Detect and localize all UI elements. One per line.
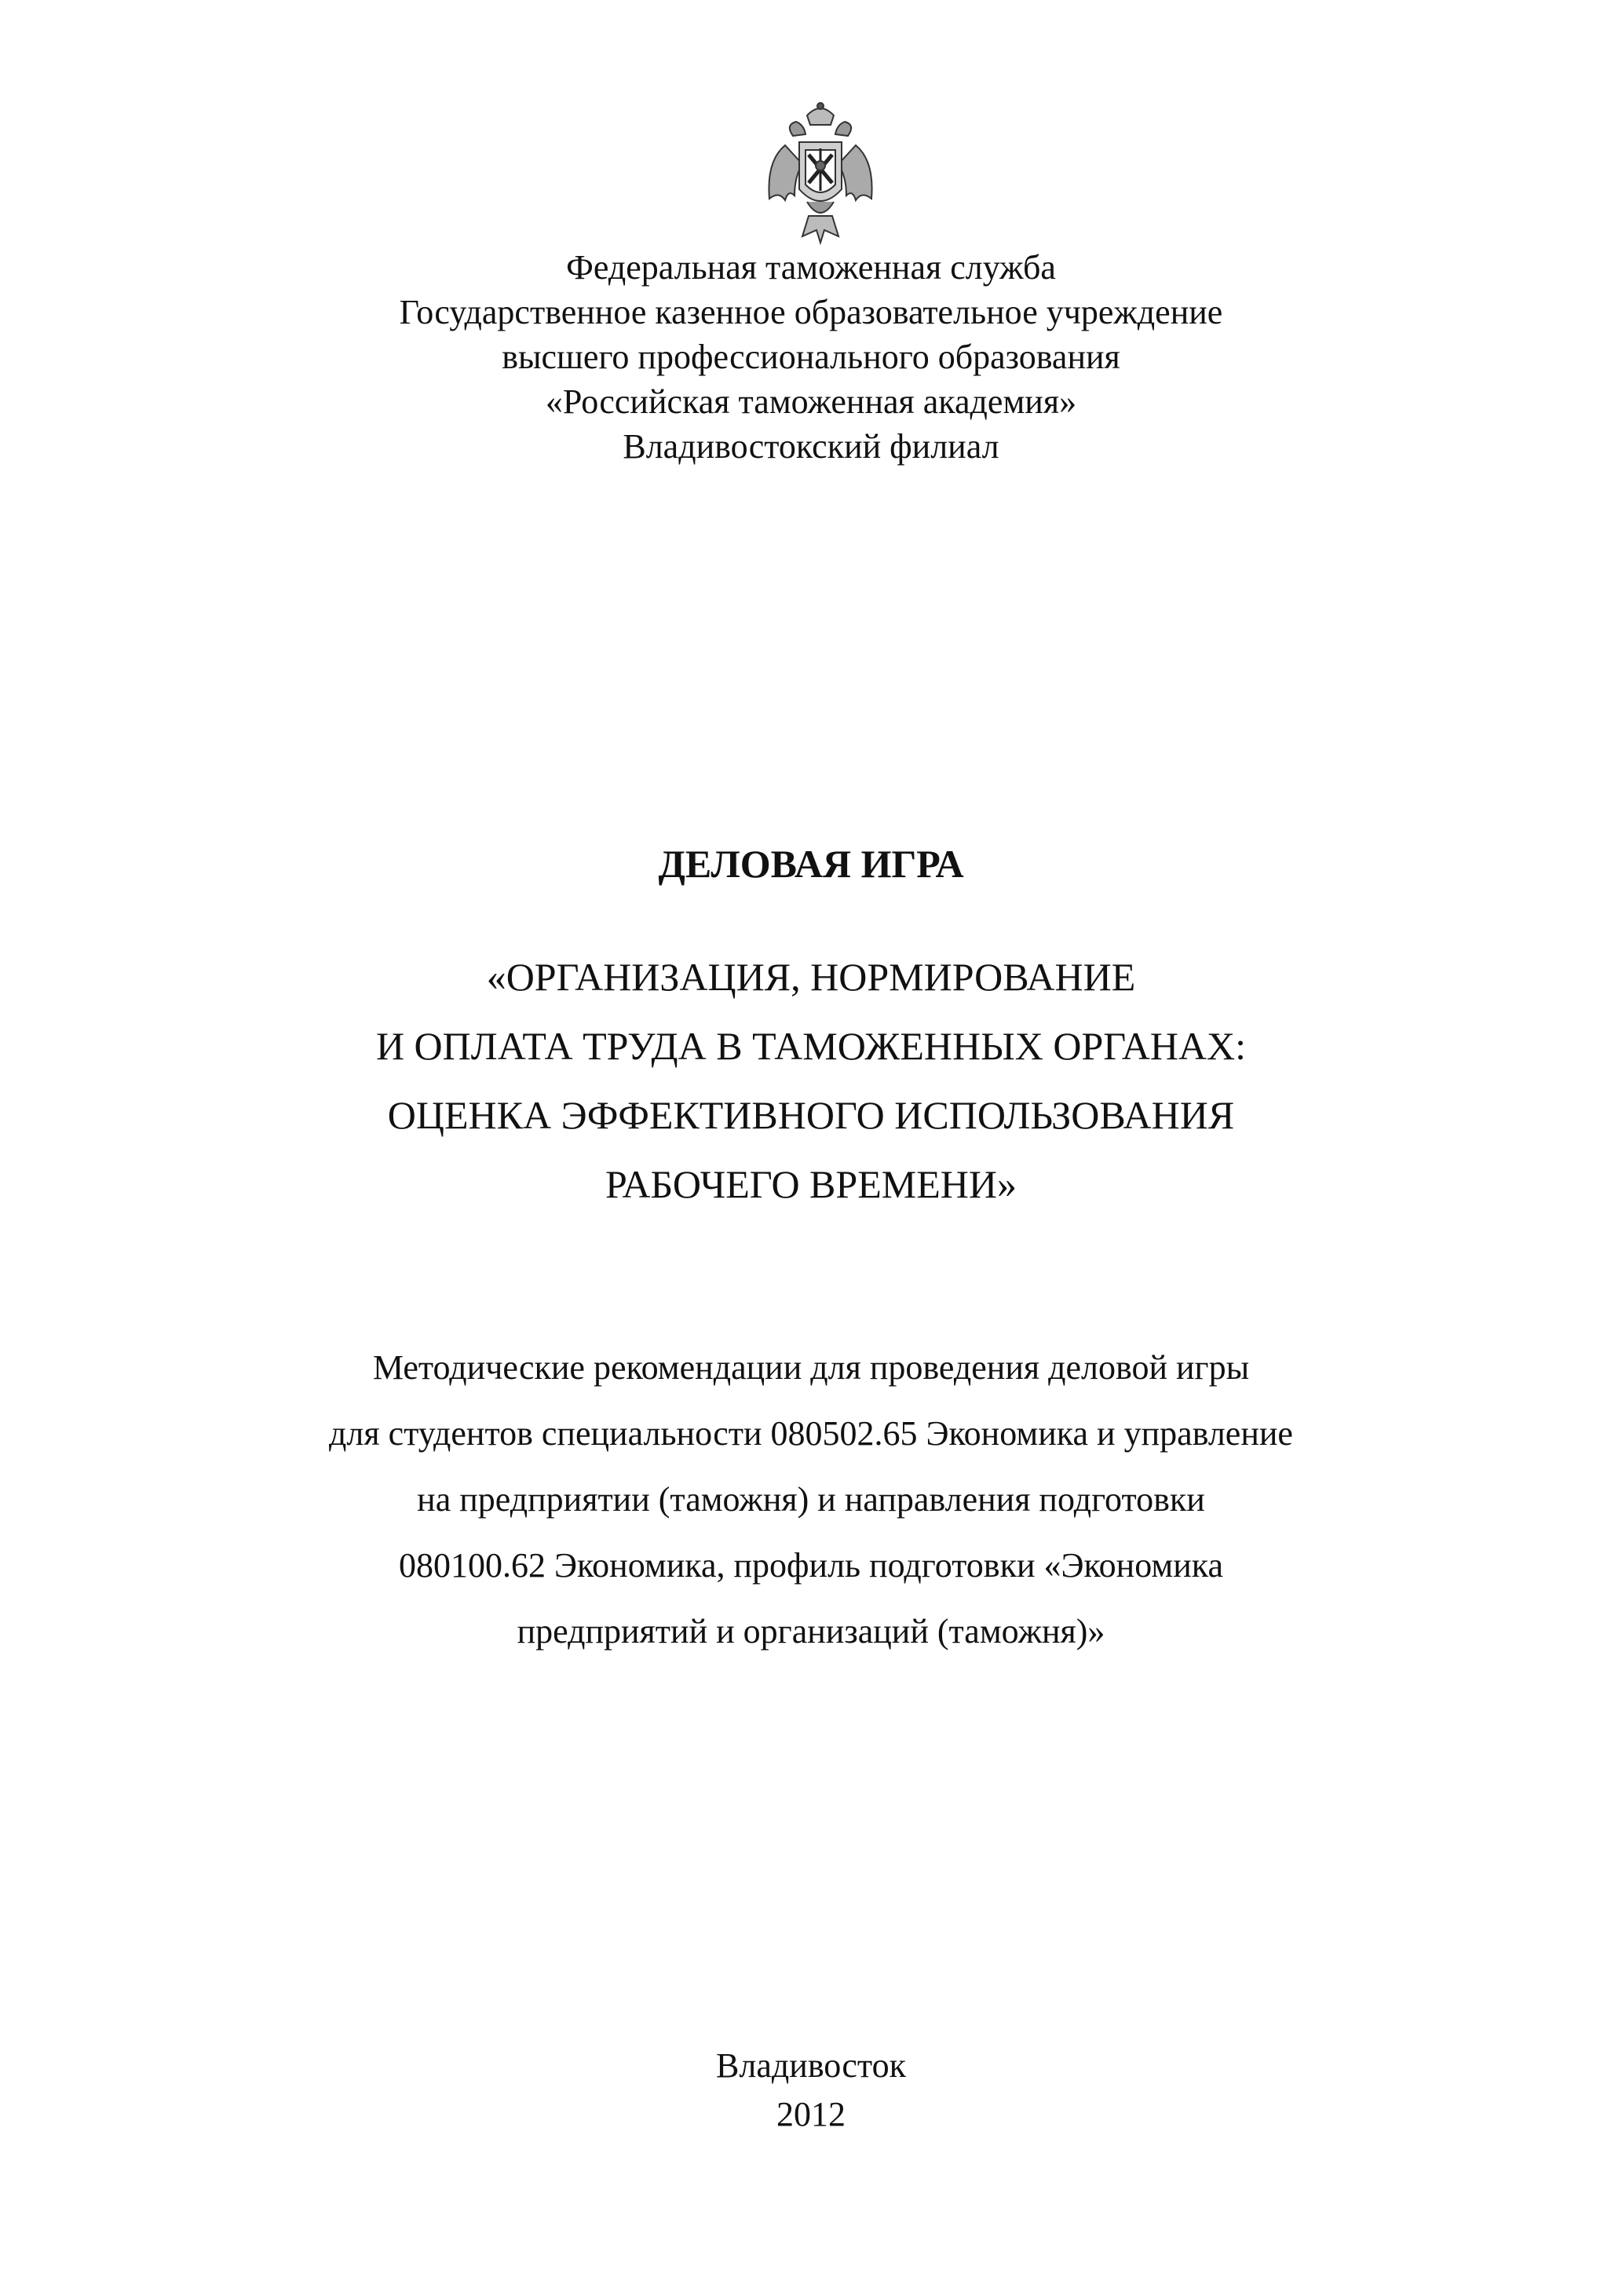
description-line: на предприятии (таможня) и направления подготовки [417, 1480, 1205, 1519]
organization-line: высшего профессионального образования [502, 338, 1120, 376]
publication-footer [0, 2042, 1622, 2139]
organization-header [0, 245, 1622, 469]
subtitle-line: РАБОЧЕГО ВРЕМЕНИ» [605, 1162, 1017, 1206]
subtitle-line: И ОПЛАТА ТРУДА В ТАМОЖЕННЫХ ОРГАНАХ: [375, 1024, 1247, 1068]
subtitle-line: «ОРГАНИЗАЦИЯ, НОРМИРОВАНИЕ [486, 955, 1136, 999]
document-heading: ДЕЛОВАЯ ИГРА [658, 842, 964, 886]
publication-city: Владивосток [716, 2046, 906, 2085]
organization-line: Владивостокский филиал [623, 427, 999, 466]
document-description [0, 1335, 1622, 1665]
document-subtitle [0, 942, 1622, 1219]
description-line: 080100.62 Экономика, профиль подготовки «Экономика [398, 1546, 1224, 1585]
description-line: Методические рекомендации для проведения деловой игры [372, 1348, 1250, 1387]
organization-line: Федеральная таможенная служба [566, 248, 1056, 287]
description-line: для студентов специальности 080502.65 Экономика и управление [329, 1414, 1293, 1453]
subtitle-line: ОЦЕНКА ЭФФЕКТИВНОГО ИСПОЛЬЗОВАНИЯ [387, 1093, 1235, 1137]
organization-line: Государственное казенное образовательное учреждение [399, 293, 1223, 331]
description-line: предприятий и организаций (таможня)» [517, 1612, 1105, 1651]
customs-service-emblem-icon [762, 98, 879, 247]
publication-year: 2012 [776, 2095, 846, 2133]
organization-line: «Российская таможенная академия» [545, 382, 1077, 421]
